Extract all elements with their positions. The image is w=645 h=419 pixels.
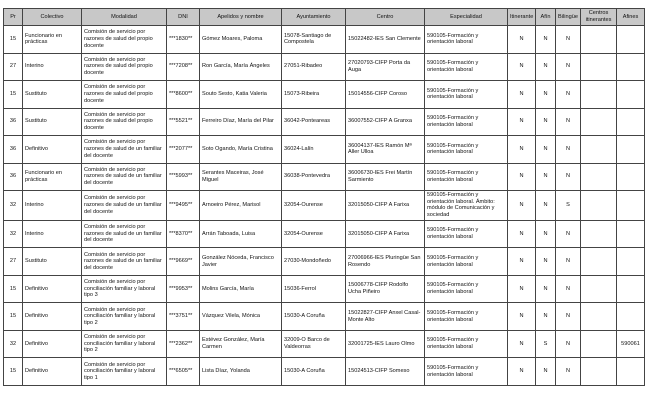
cell-centros-itinerantes — [581, 53, 617, 81]
cell-afines — [617, 163, 645, 191]
cell-ayuntamiento: 15030-A Coruña — [282, 358, 346, 386]
cell-itinerante: N — [508, 358, 536, 386]
header-afines: Afines — [617, 9, 645, 26]
cell-colectivo: Interino — [23, 191, 82, 221]
cell-bilingue: N — [556, 26, 581, 54]
cell-centro: 32015050-CIFP A Farixa — [346, 191, 425, 221]
cell-afin: N — [536, 81, 556, 109]
cell-especialidad: 590105-Formación y orientación laboral — [425, 108, 508, 136]
cell-nombre: Ferreiro Díaz, María del Pilar — [200, 108, 282, 136]
cell-bilingue: N — [556, 220, 581, 248]
cell-pr: 32 — [4, 191, 23, 221]
cell-dni: ***2362** — [167, 330, 200, 358]
cell-nombre: Vázquez Vilela, Mónica — [200, 303, 282, 331]
cell-especialidad: 590105-Formación y orientación laboral — [425, 220, 508, 248]
cell-ayuntamiento: 27030-Mondoñedo — [282, 248, 346, 276]
cell-especialidad: 590105-Formación y orientación laboral — [425, 136, 508, 164]
cell-especialidad: 590105-Formación y orientación laboral — [425, 330, 508, 358]
cell-afines — [617, 220, 645, 248]
cell-bilingue: N — [556, 163, 581, 191]
header-afin: Afín — [536, 9, 556, 26]
cell-nombre: Souto Sesto, Katia Valeria — [200, 81, 282, 109]
cell-modalidad: Comisión de servicio por razones de salud de un familiar del docente — [82, 220, 167, 248]
cell-dni: ***9953** — [167, 275, 200, 303]
cell-afines — [617, 248, 645, 276]
cell-modalidad: Comisión de servicio por conciliación familiar y laboral tipo 1 — [82, 358, 167, 386]
header-bilingue: Bilingüe — [556, 9, 581, 26]
cell-modalidad: Comisión de servicio por razones de salud de un familiar del docente — [82, 248, 167, 276]
cell-colectivo: Definitivo — [23, 303, 82, 331]
cell-modalidad: Comisión de servicio por conciliación familiar y laboral tipo 2 — [82, 330, 167, 358]
cell-centros-itinerantes — [581, 136, 617, 164]
cell-pr: 15 — [4, 81, 23, 109]
cell-itinerante: N — [508, 275, 536, 303]
cell-modalidad: Comisión de servicio por razones de salud de un familiar del docente — [82, 163, 167, 191]
cell-nombre: Arrán Taboada, Luisa — [200, 220, 282, 248]
header-itinerante: Itinerante — [508, 9, 536, 26]
cell-bilingue: N — [556, 248, 581, 276]
cell-pr: 32 — [4, 220, 23, 248]
cell-afin: N — [536, 163, 556, 191]
table-header-row — [4, 9, 645, 26]
cell-especialidad: 590105-Formación y orientación laboral — [425, 81, 508, 109]
cell-especialidad: 590105-Formación y orientación laboral. Ámbito: módulo de Comunicación y sociedad — [425, 191, 508, 221]
cell-centro: 27020793-CIFP Porta da Auga — [346, 53, 425, 81]
cell-afin: N — [536, 220, 556, 248]
cell-centros-itinerantes — [581, 163, 617, 191]
cell-pr: 32 — [4, 330, 23, 358]
table-row — [4, 330, 645, 358]
table-row — [4, 53, 645, 81]
cell-ayuntamiento: 15030-A Coruña — [282, 303, 346, 331]
cell-modalidad: Comisión de servicio por razones de salud de un familiar del docente — [82, 136, 167, 164]
cell-afin: N — [536, 53, 556, 81]
cell-dni: ***3751** — [167, 303, 200, 331]
cell-nombre: Ron García, María Ángeles — [200, 53, 282, 81]
cell-ayuntamiento: 32009-O Barco de Valdeorras — [282, 330, 346, 358]
document-page — [3, 8, 645, 386]
cell-ayuntamiento: 15078-Santiago de Compostela — [282, 26, 346, 54]
cell-bilingue: N — [556, 358, 581, 386]
cell-especialidad: 590105-Formación y orientación laboral — [425, 358, 508, 386]
table-row — [4, 303, 645, 331]
cell-pr: 15 — [4, 303, 23, 331]
cell-afines — [617, 81, 645, 109]
cell-modalidad: Comisión de servicio por conciliación familiar y laboral tipo 3 — [82, 275, 167, 303]
cell-dni: ***8600** — [167, 81, 200, 109]
cell-colectivo: Interino — [23, 53, 82, 81]
cell-bilingue: N — [556, 275, 581, 303]
cell-modalidad: Comisión de servicio por razones de salud del propio docente — [82, 81, 167, 109]
cell-afin: N — [536, 358, 556, 386]
cell-nombre: Molins García, María — [200, 275, 282, 303]
cell-bilingue: N — [556, 81, 581, 109]
cell-itinerante: N — [508, 136, 536, 164]
cell-afin: S — [536, 330, 556, 358]
cell-ayuntamiento: 36024-Lalín — [282, 136, 346, 164]
cell-centro: 15024513-CIFP Someso — [346, 358, 425, 386]
cell-modalidad: Comisión de servicio por razones de salud del propio docente — [82, 26, 167, 54]
cell-afines: 590061 — [617, 330, 645, 358]
table-body — [4, 26, 645, 386]
cell-pr: 36 — [4, 136, 23, 164]
cell-colectivo: Sustituto — [23, 108, 82, 136]
cell-itinerante: N — [508, 26, 536, 54]
cell-dni: ***1830** — [167, 26, 200, 54]
cell-especialidad: 590105-Formación y orientación laboral — [425, 248, 508, 276]
cell-dni: ***8370** — [167, 220, 200, 248]
cell-centros-itinerantes — [581, 275, 617, 303]
cell-bilingue: N — [556, 108, 581, 136]
table-row — [4, 81, 645, 109]
cell-pr: 36 — [4, 163, 23, 191]
cell-especialidad: 590105-Formación y orientación laboral — [425, 303, 508, 331]
cell-modalidad: Comisión de servicio por conciliación familiar y laboral tipo 2 — [82, 303, 167, 331]
cell-colectivo: Definitivo — [23, 330, 82, 358]
cell-colectivo: Sustituto — [23, 248, 82, 276]
cell-dni: ***6505** — [167, 358, 200, 386]
header-nombre: Apelidos y nombre — [200, 9, 282, 26]
cell-centro: 36006730-IES Frei Martín Sarmiento — [346, 163, 425, 191]
table-row — [4, 275, 645, 303]
header-centros-itinerantes: Centros itinerantes — [581, 9, 617, 26]
table-row — [4, 136, 645, 164]
cell-centro: 15022482-IES San Clemente — [346, 26, 425, 54]
header-pr: Pr — [4, 9, 23, 26]
cell-colectivo: Interino — [23, 220, 82, 248]
cell-colectivo: Definitivo — [23, 275, 82, 303]
cell-itinerante: N — [508, 163, 536, 191]
cell-nombre: Gómez Moares, Paloma — [200, 26, 282, 54]
cell-centro: 15006778-CIFP Rodolfo Ucha Piñeiro — [346, 275, 425, 303]
cell-pr: 36 — [4, 108, 23, 136]
cell-centro: 15014556-CIFP Coroso — [346, 81, 425, 109]
cell-ayuntamiento: 32054-Ourense — [282, 220, 346, 248]
cell-dni: ***9669** — [167, 248, 200, 276]
cell-afin: N — [536, 26, 556, 54]
cell-dni: ***5521** — [167, 108, 200, 136]
cell-itinerante: N — [508, 303, 536, 331]
cell-centro: 36004137-IES Ramón Mª Aller Ulloa — [346, 136, 425, 164]
header-colectivo: Colectivo — [23, 9, 82, 26]
cell-afin: N — [536, 248, 556, 276]
table-row — [4, 248, 645, 276]
cell-centros-itinerantes — [581, 191, 617, 221]
table-row — [4, 163, 645, 191]
cell-afines — [617, 26, 645, 54]
cell-centros-itinerantes — [581, 108, 617, 136]
cell-centros-itinerantes — [581, 330, 617, 358]
cell-colectivo: Funcionario en prácticas — [23, 26, 82, 54]
cell-itinerante: N — [508, 53, 536, 81]
cell-ayuntamiento: 15073-Ribeira — [282, 81, 346, 109]
cell-centros-itinerantes — [581, 26, 617, 54]
cell-colectivo: Sustituto — [23, 81, 82, 109]
cell-especialidad: 590105-Formación y orientación laboral — [425, 53, 508, 81]
cell-itinerante: N — [508, 220, 536, 248]
cell-afin: N — [536, 191, 556, 221]
cell-afines — [617, 53, 645, 81]
assignments-table — [3, 8, 645, 386]
cell-pr: 15 — [4, 275, 23, 303]
cell-bilingue: S — [556, 191, 581, 221]
cell-ayuntamiento: 27051-Ribadeo — [282, 53, 346, 81]
cell-nombre: Lista Díaz, Yolanda — [200, 358, 282, 386]
cell-centros-itinerantes — [581, 248, 617, 276]
cell-nombre: Serantes Maceiras, José Miguel — [200, 163, 282, 191]
cell-nombre: Estévez González, María Carmen — [200, 330, 282, 358]
cell-nombre: Arnoeiro Pérez, Marisol — [200, 191, 282, 221]
header-centro: Centro — [346, 9, 425, 26]
cell-especialidad: 590105-Formación y orientación laboral — [425, 275, 508, 303]
cell-bilingue: N — [556, 136, 581, 164]
cell-afin: N — [536, 136, 556, 164]
cell-nombre: González Nóceda, Francisco Javier — [200, 248, 282, 276]
cell-modalidad: Comisión de servicio por razones de salud de un familiar del docente — [82, 191, 167, 221]
cell-afin: N — [536, 108, 556, 136]
header-especialidad: Especialidad — [425, 9, 508, 26]
table-row — [4, 191, 645, 221]
header-dni: DNI — [167, 9, 200, 26]
table-row — [4, 358, 645, 386]
cell-afines — [617, 108, 645, 136]
cell-centro: 36007552-CIFP A Granxa — [346, 108, 425, 136]
cell-afines — [617, 191, 645, 221]
cell-modalidad: Comisión de servicio por razones de salud del propio docente — [82, 53, 167, 81]
cell-nombre: Soto Ogando, María Cristina — [200, 136, 282, 164]
header-ayuntamiento: Ayuntamiento — [282, 9, 346, 26]
cell-pr: 15 — [4, 358, 23, 386]
table-row — [4, 26, 645, 54]
cell-itinerante: N — [508, 248, 536, 276]
cell-colectivo: Funcionario en prácticas — [23, 163, 82, 191]
cell-dni: ***2077** — [167, 136, 200, 164]
cell-itinerante: N — [508, 330, 536, 358]
cell-centros-itinerantes — [581, 220, 617, 248]
cell-afines — [617, 358, 645, 386]
header-modalidad: Modalidad — [82, 9, 167, 26]
cell-modalidad: Comisión de servicio por razones de salud del propio docente — [82, 108, 167, 136]
cell-bilingue: N — [556, 53, 581, 81]
cell-centro: 32015050-CIFP A Farixa — [346, 220, 425, 248]
cell-centro: 27006966-IES Pluringüe San Rosendo — [346, 248, 425, 276]
cell-colectivo: Definitivo — [23, 358, 82, 386]
cell-afin: N — [536, 303, 556, 331]
cell-afin: N — [536, 275, 556, 303]
cell-centros-itinerantes — [581, 303, 617, 331]
cell-colectivo: Definitivo — [23, 136, 82, 164]
cell-pr: 15 — [4, 26, 23, 54]
cell-ayuntamiento: 36038-Pontevedra — [282, 163, 346, 191]
cell-dni: ***9495** — [167, 191, 200, 221]
cell-itinerante: N — [508, 108, 536, 136]
cell-bilingue: N — [556, 303, 581, 331]
table-row — [4, 220, 645, 248]
cell-afines — [617, 303, 645, 331]
cell-itinerante: N — [508, 191, 536, 221]
cell-ayuntamiento: 32054-Ourense — [282, 191, 346, 221]
cell-dni: ***5993** — [167, 163, 200, 191]
cell-ayuntamiento: 36042-Ponteareas — [282, 108, 346, 136]
cell-especialidad: 590105-Formación y orientación laboral — [425, 26, 508, 54]
cell-itinerante: N — [508, 81, 536, 109]
cell-pr: 27 — [4, 248, 23, 276]
cell-ayuntamiento: 15036-Ferrol — [282, 275, 346, 303]
cell-centros-itinerantes — [581, 358, 617, 386]
cell-dni: ***7208** — [167, 53, 200, 81]
cell-especialidad: 590105-Formación y orientación laboral — [425, 163, 508, 191]
cell-pr: 27 — [4, 53, 23, 81]
cell-centros-itinerantes — [581, 81, 617, 109]
cell-bilingue: N — [556, 330, 581, 358]
cell-afines — [617, 136, 645, 164]
table-row — [4, 108, 645, 136]
cell-centro: 32001725-IES Lauro Olmo — [346, 330, 425, 358]
cell-afines — [617, 275, 645, 303]
cell-centro: 15022827-CIFP Anxel Casal-Monte Alto — [346, 303, 425, 331]
